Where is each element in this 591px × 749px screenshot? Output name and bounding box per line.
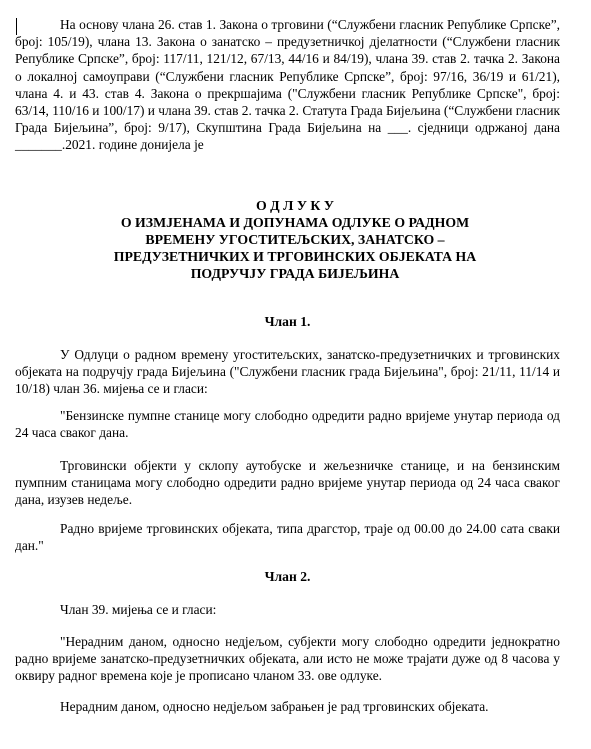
article-2-paragraph-2: "Нерадним даном, односно недјељом, субјекти могу слободно одредити једнократно радно вријеме занатско-предузетничких објеката, али исто не може трајати дуже од 8 часова у оквиру радног времена које је прописано чланом 33. ове одлуке. [15, 634, 560, 684]
article-1-paragraph-4: Радно вријеме трговинских објеката, типа драгстор, траје од 00.00 до 24.00 сата сваки дан." [15, 521, 560, 554]
article-1-paragraph-3: Трговински објекти у склопу аутобуске и жељезничке станице, и на бензинским пумпним станицама могу слободно одредити радно вријеме унутар периода од 24 часа сваког дана, изузев недеље. [15, 458, 560, 508]
article-1-paragraph-2: "Бензинске пумпне станице могу слободно одредити радно вријеме унутар периода од 24 часа сваког дана. [15, 408, 560, 441]
preamble-paragraph: На основу члана 26. став 1. Закона о трговини (“Службени гласник Републике Српске”, број: 105/19), члана 13. Закона о занатско – предузетничкој дјелатности (“Службени гласник Републике Српске”, број: 117/11, 121/12, 67/13, 44/16 и 84/19), члана 39. став 2. тачка 2. Закона о локалној самоуправи (“Службени гласник Републике Српске”, број: 97/16, 36/19 и 61/21), члана 4. и 43. став 4. Закона о прекршајима ("Службени гласник Републике Српске", број: 63/14, 110/16 и 100/17) и члана 39. став 2. тачка 2. Статута Града Бијељина (“Службени гласник Града Бијељина”, број: 9/17), Скупштина Града Бијељина на ___. сједници одржаној дана _______.2021. године донијела је [15, 17, 560, 153]
article-2-paragraph-1: Члан 39. мијења се и гласи: [60, 602, 217, 617]
title-line-2: О ИЗМЈЕНАМА И ДОПУНАМА ОДЛУКЕ О РАДНОМ [120, 215, 470, 230]
article-2-heading: Члан 2. [264, 569, 311, 584]
article-1-heading: Члан 1. [264, 314, 311, 329]
title-line-1: О Д Л У К У [255, 198, 334, 213]
article-2-paragraph-3: Нерадним даном, односно недјељом забрањен је рад трговинских објеката. [60, 699, 489, 714]
title-line-3: ВРЕМЕНУ УГОСТИТЕЉСКИХ, ЗАНАТСКО – [145, 232, 445, 247]
title-line-4: ПРЕДУЗЕТНИЧКИХ И ТРГОВИНСКИХ ОБЈЕКАТА НА [113, 249, 477, 264]
article-1-paragraph-1: У Одлуци о радном времену угоститељских, занатско-предузетничких и трговинских објеката на подручју града Бијељина ("Службени гласник града Бијељина", број: 21/11, 11/14 и 10/18) члан 36. мијења се и гласи: [15, 347, 560, 397]
title-line-5: ПОДРУЧЈУ ГРАДА БИЈЕЉИНА [190, 266, 400, 281]
